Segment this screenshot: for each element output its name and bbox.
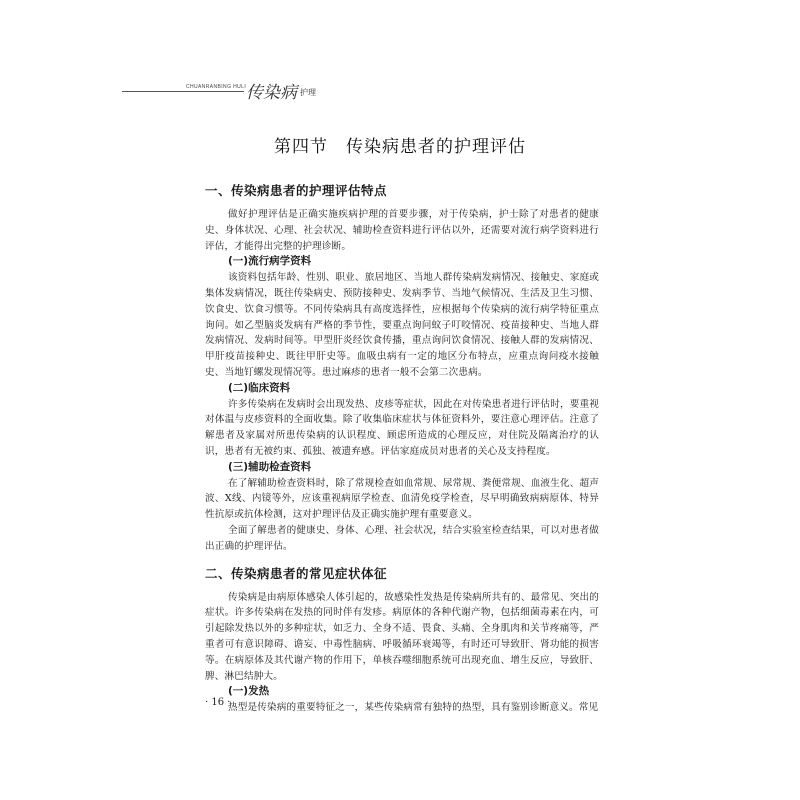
subsection-auxiliary-summary: 全面了解患者的健康史、身体、心理、社会状况，结合实验室检查结果，可以对患者做出正确的护理评估。: [205, 524, 599, 552]
section-1-intro: 做好护理评估是正确实施疾病护理的首要步骤，对于传染病，护士除了对患者的健康史、身体状况、心理、社会状况、辅助检查资料进行评估以外，还需要对流行病学资料进行评估，才能得出完整的护理诊断。: [205, 209, 599, 252]
section-2-text: 传染病是由病原体感染人体引起的，故感染性发热是传染病所共有的、最常见、突出的症状。许多传染病在发热的同时伴有发疹。病原体的各种代谢产物，包括细菌毒素在内，可引起除发热以外的多种症状，如乏力、全身不适、畏食、头痛、全身肌肉和关节疼痛等，严重者可有意识障碍、谵妄、中毒性脑病、呼吸循环衰竭等，有时还可导致肝、肾功能的损害等。在病原体及其代谢产物的作用下，单核吞噬细胞系统可出现充血、增生反应，导致肝、脾、淋巴结肿大。: [205, 591, 599, 682]
header-subtitle: 护理: [300, 88, 316, 97]
subsection-epidemiology-text: 该资料包括年龄、性别、职业、旅居地区、当地人群传染病发病情况、接触史、家庭或集体发病情况，既往传染病史、预防接种史、发病季节、当地气候情况、生活及卫生习惯、饮食史、饮食习惯等。不同传染病具有高度选择性，应根据每个传染病的流行病学特征重点询问。如乙型脑炎发病有严格的季节性，要重点询问蚊子叮咬情况、疫苗接种史、当地人群发病情况、发病时间等。甲型肝炎经饮食传播，重点询问饮食情况、接触人群的发病情况、甲肝疫苗接种史、既往甲肝史等。血吸虫病有一定的地区分布特点，应重点询问疫水接触史、当地钉螺发现情况等。患过麻疹的患者一般不会第二次患病。: [205, 272, 599, 378]
page-content: [205, 182, 599, 716]
subsection-clinical-text: 许多传染病在发病时会出现发热、皮疹等症状，因此在对传染患者进行评估时，要重视对体温与皮疹资料的全面收集。除了收集临床症状与体征资料外，要注意心理评估。注意了解患者及家属对所患传染病的认识程度、顾虑所造成的心理反应，对住院及隔离治疗的认识，患者有无被约束、孤独、被遗弃感。评估家庭成员对患者的关心及支持程度。: [205, 398, 599, 457]
running-header: [122, 78, 322, 108]
header-rule: [122, 91, 244, 92]
section-2-title: 二、传染病患者的常见症状体征: [205, 565, 388, 581]
chapter-title: 第四节 传染病患者的护理评估: [274, 137, 526, 157]
section-1-title: 一、传染病患者的护理评估特点: [205, 183, 388, 198]
page-number: · 16 ·: [205, 697, 231, 708]
subsection-fever-title: (一)发热: [228, 685, 270, 698]
subsection-auxiliary-text: 在了解辅助检查资料时，除了常规检查如血常规、尿常规、粪便常规、血液生化、超声波、X线、内镜等外，应该重视病原学检查、血清免疫学检查，尽早明确致病病原体、特异性抗原或抗体检测，这对护理评估及正确实施护理有重要意义。: [205, 477, 599, 521]
subsection-fever-text: 热型是传染病的重要特征之一，某些传染病常有独特的热型，具有鉴别诊断意义。常见: [228, 702, 599, 714]
subsection-auxiliary-title: (三)辅助检查资料: [228, 460, 312, 473]
subsection-clinical-title: (二)临床资料: [228, 381, 291, 394]
subsection-epidemiology-title: (一)流行病学资料: [228, 255, 312, 268]
header-logo: 传染病: [246, 83, 297, 103]
header-pinyin: CHUANRANBING HULI: [186, 84, 247, 90]
